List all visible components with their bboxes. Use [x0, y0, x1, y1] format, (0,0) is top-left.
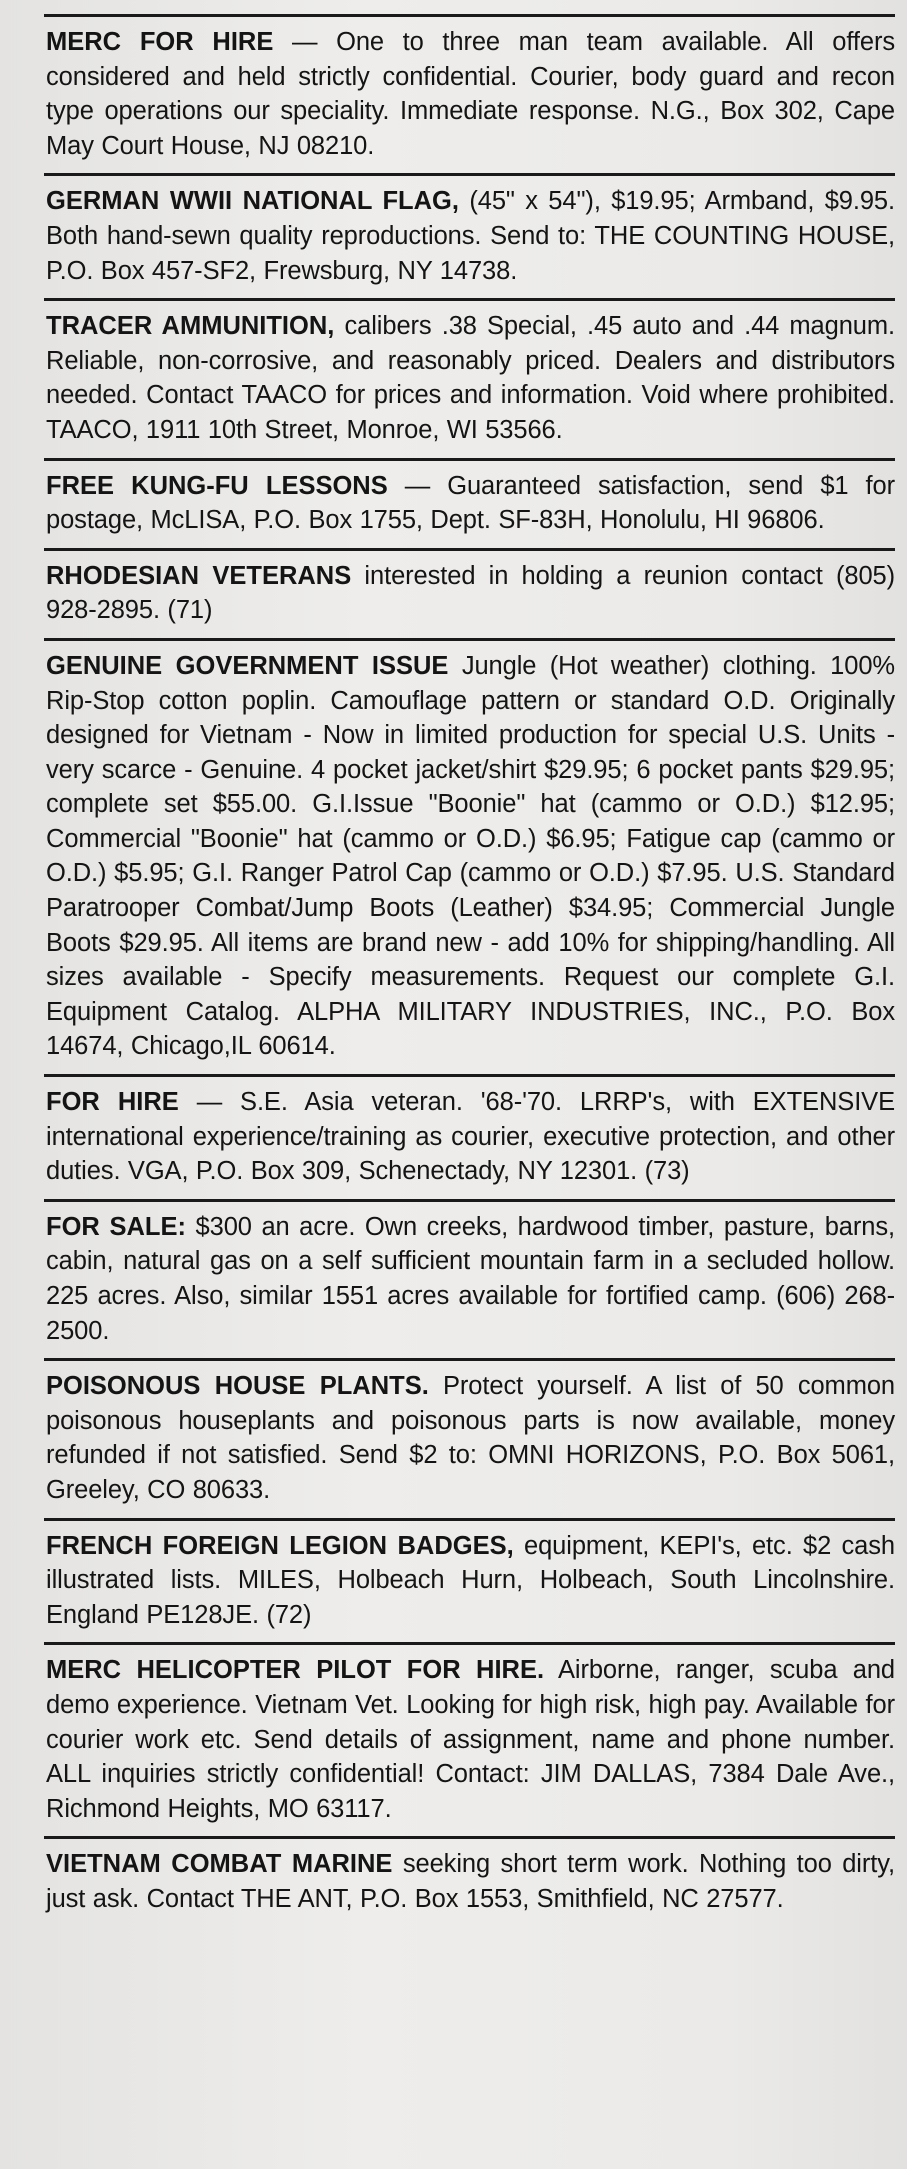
ad-headline: GENUINE GOVERNMENT ISSUE	[46, 651, 449, 680]
ad-body: — S.E. Asia veteran. '68-'70. LRRP's, with EXTENSIVE international experience/training as courier, executive protection, and other duties. VGA, P.O. Box 309, Schenectady, NY 12301. (73)	[46, 1088, 895, 1186]
ad-headline: FOR SALE:	[46, 1212, 186, 1241]
ad-body: (45" x 54"), $19.95; Armband, $9.95. Both hand-sewn quality reproductions. Send to: THE COUNTING HOUSE, P.O. Box 457-SF2, Frewsburg, NY 14738.	[46, 187, 895, 285]
ad-headline: VIETNAM COMBAT MARINE	[46, 1850, 393, 1879]
ad-headline: MERC HELICOPTER PILOT FOR HIRE.	[46, 1656, 545, 1685]
ad-for-sale	[44, 1199, 895, 1358]
ad-headline: FREE KUNG-FU LESSONS	[46, 471, 388, 500]
ad-kung-fu-lessons	[44, 458, 895, 548]
ad-body: equipment, KEPI's, etc. $2 cash illustrated lists. MILES, Holbeach Hurn, Holbeach, South Lincolnshire. England PE128JE. (72)	[46, 1531, 895, 1629]
ad-body: Jungle (Hot weather) clothing. 100% Rip-Stop cotton poplin. Camouflage pattern or standard O.D. Originally designed for Vietnam - Now in limited production for special U.S. Units - very scarce - Genuine. 4 pocket jacket/shirt $29.95; 6 pocket pants $29.95; complete set $55.00. G.I.Issue "Boonie" hat (cammo or O.D.) $12.95; Commercial "Boonie" hat (cammo or O.D.) $6.95; Fatigue cap (cammo or O.D.) $5.95; G.I. Ranger Patrol Cap (cammo or O.D.) $7.95. U.S. Standard Paratrooper Combat/Jump Boots (Leather) $34.95; Commercial Jungle Boots $29.95. All items are brand new - add 10% for shipping/handling. All sizes available - Specify measurements. Request our complete G.I. Equipment Catalog. ALPHA MILITARY INDUSTRIES, INC., P.O. Box 14674, Chicago,IL 60614.	[46, 651, 895, 1061]
ad-poisonous-plants	[44, 1358, 895, 1517]
ad-headline: TRACER AMMUNITION,	[46, 312, 335, 341]
ad-headline: GERMAN WWII NATIONAL FLAG,	[46, 187, 459, 216]
ad-helicopter-pilot	[44, 1642, 895, 1836]
ad-german-flag	[44, 173, 895, 298]
ad-body: Airborne, ranger, scuba and demo experience. Vietnam Vet. Looking for high risk, high pay. Available for courier work etc. Send details of assignment, name and phone number. ALL inquiries strictly confidential! Contact: JIM DALLAS, 7384 Dale Ave., Richmond Heights, MO 63117.	[46, 1656, 895, 1823]
ad-body: — Guaranteed satisfaction, send $1 for postage, McLISA, P.O. Box 1755, Dept. SF-83H, Honolulu, HI 96806.	[46, 471, 895, 535]
ad-headline: POISONOUS HOUSE PLANTS.	[46, 1372, 429, 1401]
ad-body: seeking short term work. Nothing too dirty, just ask. Contact THE ANT, P.O. Box 1553, Smithfield, NC 27577.	[46, 1850, 895, 1913]
ad-headline: FOR HIRE	[46, 1088, 179, 1117]
ad-tracer-ammunition	[44, 298, 895, 457]
ad-rhodesian-veterans	[44, 548, 895, 638]
ad-foreign-legion-badges	[44, 1518, 895, 1643]
ad-body: Protect yourself. A list of 50 common poisonous houseplants and poisonous parts is now available, money refunded if not satisfied. Send $2 to: OMNI HORIZONS, P.O. Box 5061, Greeley, CO 80633.	[46, 1372, 896, 1504]
ad-headline: MERC FOR HIRE	[46, 28, 274, 56]
ad-body: — One to three man team available. All offers considered and held strictly confidential. Courier, body guard and recon type operations our speciality. Immediate response. N.G., Box 302, Cape May Court House, NJ 08210.	[46, 28, 895, 160]
ad-headline: RHODESIAN VETERANS	[46, 561, 352, 590]
ad-combat-marine	[44, 1836, 895, 1926]
ad-merc-for-hire	[44, 14, 895, 173]
ad-body: calibers .38 Special, .45 auto and .44 magnum. Reliable, non-corrosive, and reasonably priced. Dealers and distributors needed. Contact TAACO for prices and information. Void where prohibited. TAACO, 1911 10th Street, Monroe, WI 53566.	[46, 312, 895, 444]
ad-for-hire	[44, 1074, 895, 1199]
ad-body: interested in holding a reunion contact (805) 928-2895. (71)	[46, 561, 895, 625]
ad-body: $300 an acre. Own creeks, hardwood timber, pasture, barns, cabin, natural gas on a self sufficient mountain farm in a secluded hollow. 225 acres. Also, similar 1551 acres available for fortified camp. (606) 268-2500.	[46, 1212, 895, 1345]
ad-government-issue	[44, 638, 895, 1074]
ad-headline: FRENCH FOREIGN LEGION BADGES,	[46, 1531, 514, 1560]
